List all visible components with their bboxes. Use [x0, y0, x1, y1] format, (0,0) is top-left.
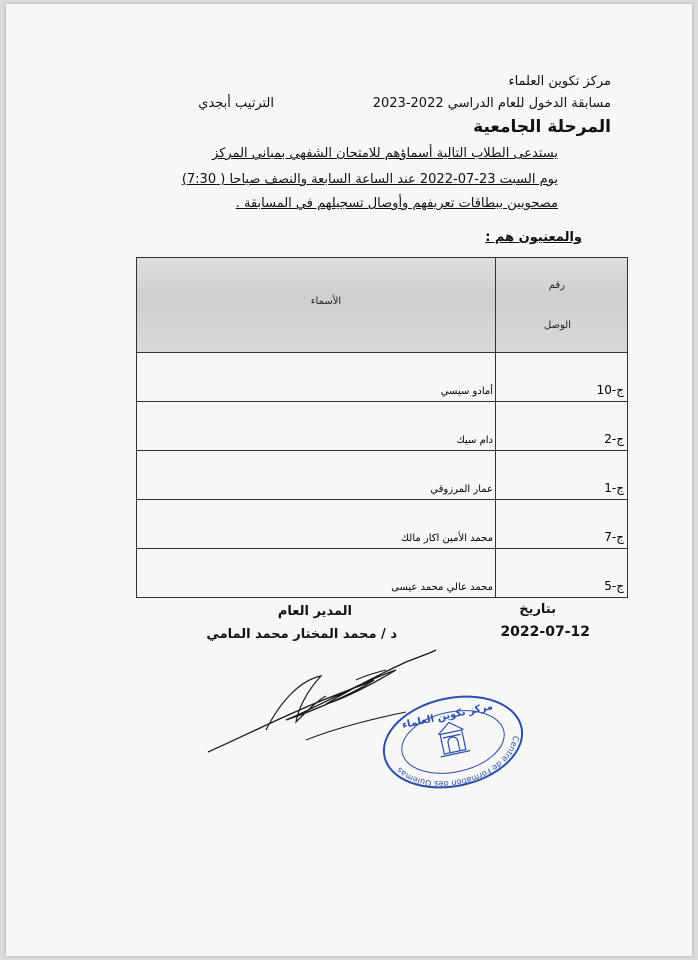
candidates-table [136, 257, 628, 598]
table-row [137, 353, 628, 402]
contest-title: مسابقة الدخول للعام الدراسي 2022-2023 [372, 96, 611, 111]
student-name: محمد الأمين اكار مالك [137, 500, 496, 549]
table-row [137, 549, 628, 598]
receipt-number: ج-2 [496, 402, 628, 451]
date-label: بتاريخ [519, 602, 556, 617]
notice-line-3: مصحوبين ببطاقات تعريفهم وأوصال تسجيلهم في المسابقة . [235, 196, 558, 211]
director-name: د / محمد المختار محمد المامي [206, 627, 397, 642]
director-title: المدير العام [277, 604, 352, 619]
receipt-number: ج-7 [496, 500, 628, 549]
stage-title: المرحلة الجامعية [473, 117, 611, 137]
svg-text:Centre de Formation des Oulema [393, 733, 528, 790]
receipt-number: ج-5 [496, 549, 628, 598]
list-intro: والمعنيون هم : [485, 230, 582, 245]
institution-name: مركز تكوين العلماء [508, 74, 611, 89]
student-name: محمد عالي محمد عيسى [137, 549, 496, 598]
student-name: دام سيك [137, 402, 496, 451]
table-row [137, 500, 628, 549]
table-row [137, 402, 628, 451]
receipt-number: ج-1 [496, 451, 628, 500]
receipt-header-bottom: الوصل [543, 320, 571, 331]
official-stamp [378, 694, 528, 790]
notice-line-2: يوم السبت 23-07-2022 عند الساعة السابعة والنصف صباحا ( 7:30) [181, 172, 558, 187]
ordering-note: الترتيب أبجدي [198, 96, 274, 111]
notice-line-1: يستدعى الطلاب التالية أسماؤهم للامتحان الشفهي بمباني المركز [212, 146, 558, 161]
building-emblem-icon [434, 719, 470, 757]
receipt-column-header [496, 258, 628, 353]
stamp-arabic-text: مركز تكوين العلماء [401, 701, 494, 732]
date-value: 2022-07-12 [500, 624, 590, 640]
table-row [137, 451, 628, 500]
stamp-french-text: Centre de Formation des Oulemas [395, 735, 521, 789]
student-name: أمادو سيسي [137, 353, 496, 402]
document-page [6, 4, 692, 956]
receipt-number: ج-10 [496, 353, 628, 402]
names-column-header: الأسماء [137, 258, 496, 353]
receipt-header-top: رقم [548, 280, 565, 291]
student-name: عمار المرزوقي [137, 451, 496, 500]
